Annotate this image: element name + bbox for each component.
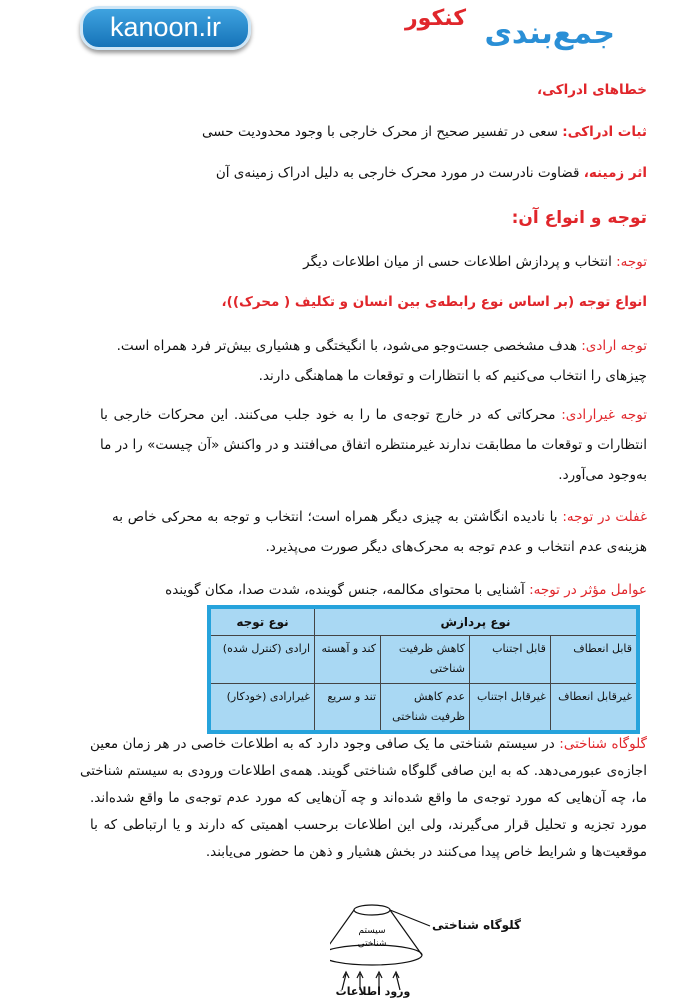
table-cell: غیرارادی (خودکار) xyxy=(209,684,315,733)
bottleneck-paragraph xyxy=(80,731,647,866)
inside-label: سیستم xyxy=(358,926,386,936)
attention-def-label: توجه: xyxy=(616,254,647,270)
errors-title: خطاهای ادراکی، xyxy=(536,82,647,98)
funnel-top xyxy=(354,905,390,915)
bottleneck-line: مورد تجزیه و تحلیل قرار می‌گیرند، ولی این اطلاعات برحسب اهمیتی که دارند و یا ارتباطی که با xyxy=(90,817,647,833)
voluntary-line: هدف مشخصی جست‌وجو می‌شود، با انگیختگی و هشیاری بیش‌تر فرد همراه است. xyxy=(116,338,582,354)
neglect-line: با نادیده انگاشتن به چیزی دیگر همراه است؛ انتخاب و توجه به محرکی خاص به xyxy=(112,509,563,525)
constancy-text: سعی در تفسیر صحیح از محرک خارجی با وجود محدودیت حسی xyxy=(202,124,563,140)
bottleneck-line: موقعیت‌ها و شرایط خاص پیدا می‌کنند در بخش هشیار و ذهن ما حضور می‌یابند. xyxy=(205,844,647,860)
header-type: نوع توجه xyxy=(209,607,315,636)
table-cell: کند و آهسته xyxy=(315,636,381,684)
attention-def-text: انتخاب و پردازش اطلاعات حسی از میان اطلاعات دیگر xyxy=(303,254,617,270)
bottleneck-line: اجازه‌ی عبورمی‌دهد. که به این صافی گلوگاه شناختی گویند. همه‌ی اطلاعات ورودی به سیستم شناختی xyxy=(80,763,647,779)
involuntary-line: انتظارات و توقعات ما مطابقت ندارند غیرمنتظره اتفاق می‌افتند و در واکنش «آن چیست» را در ما xyxy=(100,437,647,453)
kanoon-logo-text: kanoon.ir xyxy=(109,12,222,42)
attention-types-table xyxy=(207,605,640,734)
table-cell: ارادی (کنترل شده) xyxy=(209,636,315,684)
involuntary-line: محرکاتی که در خارج توجه‌ی ما را به خود جلب می‌کنند. این محرکات خارجی با xyxy=(100,407,562,423)
attention-definition xyxy=(303,247,647,277)
voluntary-label: توجه ارادی: xyxy=(581,338,647,354)
brand-logo-accent: کنکور xyxy=(405,6,467,31)
brand-logo-main: جمع‌بندی xyxy=(484,16,615,51)
context-text: قضاوت نادرست در مورد محرک خارجی به دلیل ادراک زمینه‌ی آن xyxy=(215,165,584,181)
neglect-label: غفلت در توجه: xyxy=(562,509,647,525)
table-cell: تند و سریع xyxy=(315,684,381,733)
constancy-label: ثبات ادراکی: xyxy=(562,124,647,140)
neglect-line: هزینه‌ی عدم انتخاب و عدم توجه به محرک‌های دیگر صورت می‌پذیرد. xyxy=(265,539,647,555)
bottleneck-line: در سیستم شناختی ما یک صافی وجود دارد که به اطلاعات خاصی در هر زمان معین xyxy=(90,736,560,752)
involuntary-paragraph xyxy=(100,400,647,490)
table-row xyxy=(209,636,638,684)
involuntary-label: توجه غیرارادی: xyxy=(561,407,647,423)
table-cell: قابل اجتناب xyxy=(470,636,551,684)
kanoon-logo xyxy=(80,6,251,50)
attention-title: توجه و انواع آن: xyxy=(511,208,647,228)
context-label: اثر زمینه، xyxy=(583,165,647,181)
table-row xyxy=(209,684,638,733)
voluntary-paragraph xyxy=(116,331,647,391)
table-cell: عدم کاهش ظرفیت شناختی xyxy=(381,684,470,733)
factors-paragraph xyxy=(165,575,647,605)
brand-logo xyxy=(400,6,615,52)
input-label: ورود اطلاعات xyxy=(335,985,411,998)
involuntary-line: به‌وجود می‌آورد. xyxy=(558,467,647,483)
neglect-paragraph xyxy=(112,502,647,562)
table-cell: غیرقابل انعطاف xyxy=(550,684,638,733)
bottleneck-line: ما، چه آن‌هایی که مورد توجه‌ی ما واقع شده‌اند و چه آن‌هایی که مورد عدم توجه‌ی ما واقع شده‌اند. xyxy=(90,790,647,806)
table-cell: غیرقابل اجتناب xyxy=(470,684,551,733)
voluntary-line: چیزهای را انتخاب می‌کنیم که با انتظارات و توقعات ما هماهنگی دارند. xyxy=(258,368,647,384)
table-cell: کاهش ظرفیت شناختی xyxy=(381,636,470,684)
table-cell: قابل انعطاف xyxy=(550,636,638,684)
factors-text: آشنایی با محتوای مکالمه، جنس گوینده، شدت صدا، مکان گوینده xyxy=(165,582,530,598)
inside-label: شناختی xyxy=(357,939,387,949)
bottleneck-label: گلوگاه شناختی: xyxy=(559,736,647,752)
funnel-label: گلوگاه شناختی xyxy=(432,918,522,932)
context-paragraph xyxy=(216,158,647,188)
constancy-paragraph xyxy=(202,117,647,147)
factors-label: عوامل مؤثر در توجه: xyxy=(529,582,647,598)
header-processing: نوع پردازش xyxy=(315,607,639,636)
types-title: انواع توجه (بر اساس نوع رابطه‌ی بین انسان و تکلیف ( محرک))، xyxy=(221,294,647,310)
bottleneck-diagram xyxy=(330,890,500,1000)
